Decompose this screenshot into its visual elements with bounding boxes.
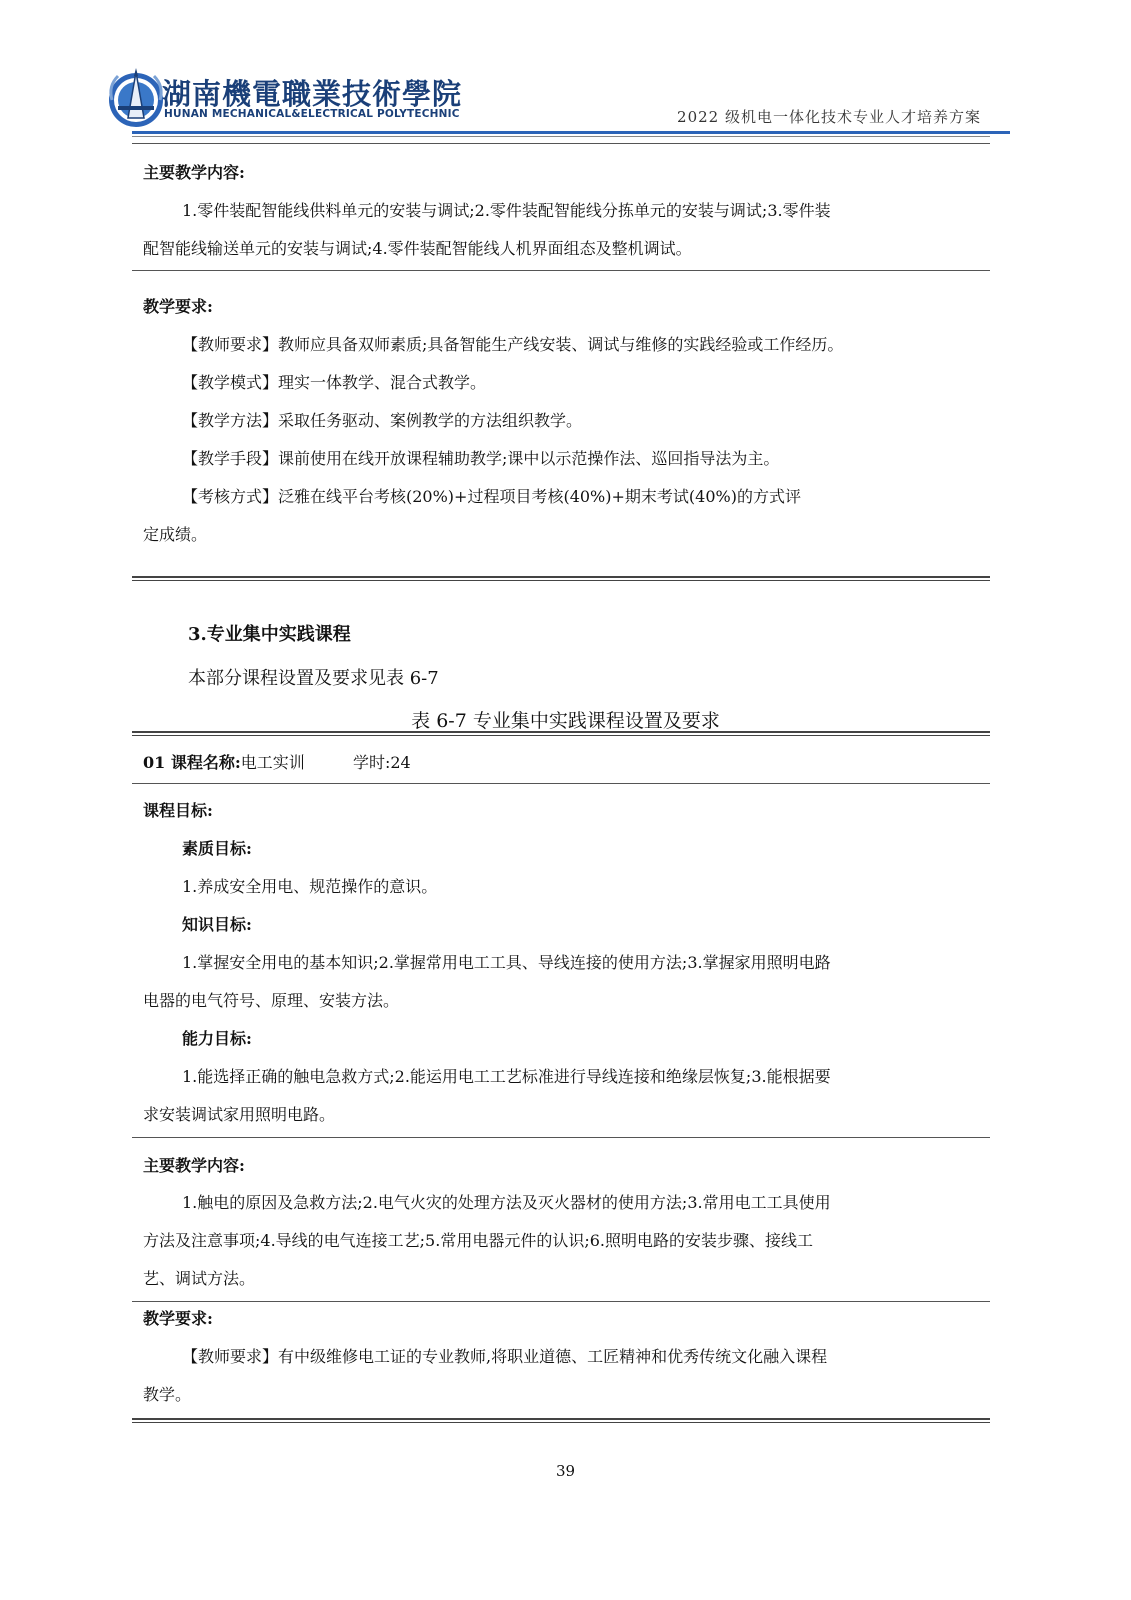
- table-border-bottom: [132, 1418, 990, 1423]
- quality-goals-line: 1.养成安全用电、规范操作的意识。: [182, 877, 438, 896]
- table-border-bottom: [132, 576, 990, 581]
- course-name-row: [143, 750, 411, 773]
- table-border-top: [132, 731, 990, 736]
- teaching-content-line: 艺、调试方法。: [143, 1269, 256, 1288]
- course-hours-label: 学时:: [352, 753, 391, 772]
- table-border-top: [132, 143, 990, 144]
- teaching-content-heading: 主要教学内容:: [143, 1156, 245, 1175]
- college-name-cn: 湖南機電職業技術學院: [162, 77, 463, 111]
- teaching-requirements-heading: 教学要求:: [143, 297, 213, 316]
- course-name-label: 01 课程名称:: [143, 753, 241, 772]
- page-number: 39: [555, 1462, 576, 1480]
- teaching-method: 【教学方法】采取任务驱动、案例教学的方法组织教学。: [182, 411, 583, 430]
- row-divider: [132, 1301, 990, 1302]
- knowledge-goals-line: 电器的电气符号、原理、安装方法。: [143, 991, 400, 1010]
- quality-goals-heading: 素质目标:: [182, 839, 252, 858]
- teaching-content-line: 方法及注意事项;4.导线的电气连接工艺;5.常用电器元件的认识;6.照明电路的安装步骤、接线工: [143, 1231, 813, 1250]
- row-divider: [132, 1137, 990, 1138]
- section-title: 3.专业集中实践课程: [188, 624, 351, 645]
- teaching-content-line: 1.零件装配智能线供料单元的安装与调试;2.零件装配智能线分拣单元的安装与调试;3.零件装: [182, 201, 831, 220]
- course-name-value: 电工实训: [240, 753, 305, 772]
- teaching-content-heading: 主要教学内容:: [143, 163, 245, 182]
- teacher-requirement: 【教师要求】有中级维修电工证的专业教师,将职业道德、工匠精神和优秀传统文化融入课程: [182, 1347, 828, 1366]
- assessment-method: 【考核方式】泛雅在线平台考核(20%)+过程项目考核(40%)+期末考试(40%)的方式评: [182, 487, 801, 506]
- course-goals-heading: 课程目标:: [143, 801, 213, 820]
- header-rule: [132, 131, 1010, 134]
- teacher-requirement: 教学。: [143, 1385, 192, 1404]
- course-hours-value: 24: [390, 753, 411, 772]
- teacher-requirement: 【教师要求】教师应具备双师素质;具备智能生产线安装、调试与维修的实践经验或工作经历。: [182, 335, 844, 354]
- section-intro: 本部分课程设置及要求见表 6-7: [188, 668, 439, 689]
- ability-goals-line: 1.能选择正确的触电急救方式;2.能运用电工工艺标准进行导线连接和绝缘层恢复;3.能根据要: [182, 1067, 831, 1086]
- row-divider: [132, 783, 990, 784]
- knowledge-goals-line: 1.掌握安全用电的基本知识;2.掌握常用电工工具、导线连接的使用方法;3.掌握家用照明电路: [182, 953, 831, 972]
- teaching-requirements-heading: 教学要求:: [143, 1309, 213, 1328]
- ability-goals-line: 求安装调试家用照明电路。: [143, 1105, 336, 1124]
- ability-goals-heading: 能力目标:: [182, 1029, 252, 1048]
- assessment-method: 定成绩。: [143, 525, 208, 544]
- knowledge-goals-heading: 知识目标:: [182, 915, 252, 934]
- header-rule-thin: [132, 136, 990, 137]
- teaching-content-line: 配智能线输送单元的安装与调试;4.零件装配智能线人机界面组态及整机调试。: [143, 239, 692, 258]
- teaching-mode: 【教学模式】理实一体教学、混合式教学。: [182, 373, 487, 392]
- college-emblem-icon: [104, 66, 168, 130]
- row-divider: [132, 270, 990, 271]
- table-caption: 表 6-7 专业集中实践课程设置及要求: [411, 710, 720, 732]
- college-name-en: HUNAN MECHANICAL&ELECTRICAL POLYTECHNIC: [164, 108, 460, 120]
- teaching-content-line: 1.触电的原因及急救方法;2.电气火灾的处理方法及灭火器材的使用方法;3.常用电工工具使用: [182, 1193, 831, 1212]
- teaching-means: 【教学手段】课前使用在线开放课程辅助教学;课中以示范操作法、巡回指导法为主。: [182, 449, 780, 468]
- document-title: 2022 级机电一体化技术专业人才培养方案: [677, 108, 981, 126]
